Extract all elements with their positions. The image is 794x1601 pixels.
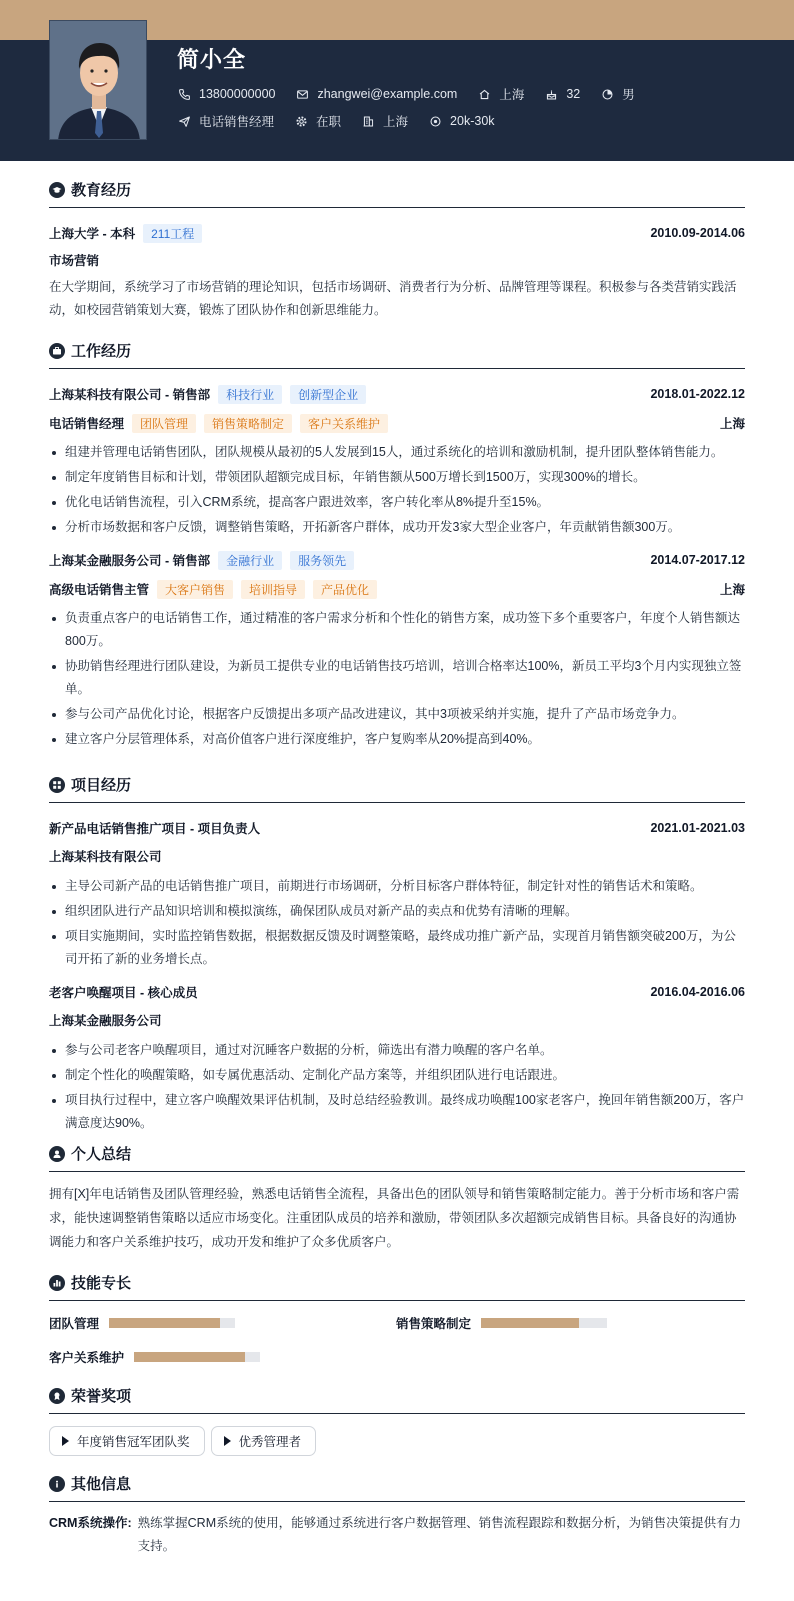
list-item: 优化电话销售流程，引入CRM系统，提高客户跟进效率，客户转化率从8%提升至15%。 xyxy=(49,491,745,514)
coin-icon xyxy=(428,114,442,128)
honors-title: 荣誉奖项 xyxy=(71,1388,132,1405)
phone-text: 13800000000 xyxy=(199,87,276,101)
skill-level-fill xyxy=(109,1318,220,1328)
summary-section xyxy=(49,1142,745,1254)
list-item: 项目实施期间，实时监控销售数据，根据数据反馈及时调整策略，最终成功推广新产品，实现首月销售额突破200万，为公司开拓了新的业务增长点。 xyxy=(49,925,745,971)
job-intent-row xyxy=(177,112,515,130)
target-city-item xyxy=(361,112,408,130)
mail-icon xyxy=(295,87,309,101)
company-tag: 创新型企业 xyxy=(290,385,366,404)
target-position-item xyxy=(177,112,274,130)
project-org: 上海某科技有限公司 xyxy=(49,850,162,864)
status-item xyxy=(294,112,341,130)
grid-icon xyxy=(49,777,65,793)
play-icon xyxy=(224,1436,231,1446)
location-item xyxy=(477,85,524,103)
bar-chart-icon xyxy=(49,1275,65,1291)
list-item: 组建并管理电话销售团队，团队规模从最初的5人发展到15人，通过系统化的培训和激励机制，提升团队整体销售能力。 xyxy=(49,441,745,464)
list-item: 建立客户分层管理体系，对高价值客户进行深度维护，客户复购率从20%提高到40%。 xyxy=(49,728,745,751)
home-icon xyxy=(477,87,491,101)
info-icon xyxy=(49,1476,65,1492)
email-item xyxy=(295,87,457,101)
age-item xyxy=(544,87,580,101)
award-label: 年度销售冠军团队奖 xyxy=(77,1435,190,1449)
education-date: 2010.09-2014.06 xyxy=(650,226,745,240)
school-name: 上海大学 - 本科 xyxy=(49,227,136,241)
list-item: 参与公司产品优化讨论，根据客户反馈提出多项产品改进建议，其中3项被采纳并实施，提升了产品市场竞争力。 xyxy=(49,703,745,726)
other-label: CRM系统操作: xyxy=(49,1516,132,1530)
other-title: 其他信息 xyxy=(71,1476,132,1493)
skill-level-bar xyxy=(109,1318,235,1328)
honors-header xyxy=(49,1384,745,1414)
list-item: 主导公司新产品的电话销售推广项目，前期进行市场调研，分析目标客户群体特征，制定针对性的销售话术和策略。 xyxy=(49,875,745,898)
skill-level-bar xyxy=(134,1352,260,1362)
cake-icon xyxy=(544,87,558,101)
project-org: 上海某金融服务公司 xyxy=(49,1014,162,1028)
summary-title: 个人总结 xyxy=(71,1146,132,1163)
company-tag: 科技行业 xyxy=(218,385,282,404)
list-item: 组织团队进行产品知识培训和模拟演练，确保团队成员对新产品的卖点和优势有清晰的理解。 xyxy=(49,900,745,923)
job-company: 上海某科技有限公司 - 销售部 xyxy=(49,388,211,402)
building-icon xyxy=(361,114,375,128)
project-2 xyxy=(49,981,745,1135)
role-tag: 大客户销售 xyxy=(157,580,233,599)
list-item: 分析市场数据和客户反馈，调整销售策略，开拓新客户群体，成功开发3家大型企业客户，年贡献销售额300万。 xyxy=(49,516,745,539)
project-row xyxy=(49,817,745,839)
work-title: 工作经历 xyxy=(71,343,132,360)
contact-row xyxy=(177,85,655,103)
award-badge xyxy=(49,1426,205,1456)
skills-section xyxy=(49,1271,745,1381)
skill-level-bar xyxy=(481,1318,607,1328)
job-date: 2014.07-2017.12 xyxy=(650,553,745,567)
job-date: 2018.01-2022.12 xyxy=(650,387,745,401)
education-row xyxy=(49,222,745,244)
education-section xyxy=(49,178,745,322)
job-company-row xyxy=(49,383,745,405)
skill-level-fill xyxy=(134,1352,245,1362)
other-row xyxy=(49,1512,745,1558)
role-tag: 培训指导 xyxy=(241,580,305,599)
project-row xyxy=(49,981,745,1003)
skill-name: 销售策略制定 xyxy=(396,1317,472,1331)
list-item: 协助销售经理进行团队建设，为新员工提供专业的电话销售技巧培训，培训合格率达100%，新员工平均3个月内实现独立签单。 xyxy=(49,655,745,701)
project-name: 老客户唤醒项目 - 核心成员 xyxy=(49,986,198,1000)
job-role: 高级电话销售主管 xyxy=(49,583,150,597)
project-bullets xyxy=(49,875,745,971)
job-role-row xyxy=(49,412,745,434)
skills-header xyxy=(49,1271,745,1301)
role-tag: 客户关系维护 xyxy=(300,414,388,433)
role-tag: 产品优化 xyxy=(313,580,377,599)
company-tag: 金融行业 xyxy=(218,551,282,570)
summary-header xyxy=(49,1142,745,1172)
role-tag: 销售策略制定 xyxy=(204,414,292,433)
list-item: 负责重点客户的电话销售工作，通过精准的客户需求分析和个性化的销售方案，成功签下多个重要客户，年度个人销售额达800万。 xyxy=(49,607,745,653)
job-location: 上海 xyxy=(719,417,745,431)
project-date: 2021.01-2021.03 xyxy=(650,821,745,835)
avatar xyxy=(49,20,147,140)
list-item: 项目执行过程中，建立客户唤醒效果评估机制，及时总结经验教训。最终成功唤醒100家老客户，挽回年销售额200万，客户满意度达90%。 xyxy=(49,1089,745,1135)
gear-icon xyxy=(294,114,308,128)
project-date: 2016.04-2016.06 xyxy=(650,985,745,999)
honors-section xyxy=(49,1384,745,1456)
school-tag: 211工程 xyxy=(143,224,202,243)
salary-text: 20k-30k xyxy=(450,114,495,128)
honors-list xyxy=(49,1426,745,1456)
candidate-name: 简小全 xyxy=(177,47,247,72)
education-title: 教育经历 xyxy=(71,182,132,199)
skill-item xyxy=(49,1348,260,1366)
salary-item xyxy=(428,114,494,128)
skill-item xyxy=(396,1314,607,1332)
skills-list xyxy=(49,1301,745,1381)
award-icon xyxy=(49,1388,65,1404)
major: 市场营销 xyxy=(49,254,100,268)
education-header xyxy=(49,178,745,208)
play-icon xyxy=(62,1436,69,1446)
phone-item xyxy=(177,87,275,101)
email-text: zhangwei@example.com xyxy=(317,87,458,101)
job-company: 上海某金融服务公司 - 销售部 xyxy=(49,554,211,568)
education-description: 在大学期间，系统学习了市场营销的理论知识，包括市场调研、消费者行为分析、品牌管理等课程。积极参与各类营销实践活动，如校园营销策划大赛，锻炼了团队协作和创新思维能力。 xyxy=(49,280,737,317)
gender-icon xyxy=(600,87,614,101)
projects-section xyxy=(49,773,745,1137)
work-header xyxy=(49,339,745,369)
list-item: 制定年度销售目标和计划，带领团队超额完成目标，年销售额从500万增长到1500万，实现300%的增长。 xyxy=(49,466,745,489)
skill-name: 客户关系维护 xyxy=(49,1351,125,1365)
list-item: 制定个性化的唤醒策略，如专属优惠活动、定制化产品方案等，并组织团队进行电话跟进。 xyxy=(49,1064,745,1087)
projects-title: 项目经历 xyxy=(71,777,132,794)
job-role-row xyxy=(49,578,745,600)
project-name: 新产品电话销售推广项目 - 项目负责人 xyxy=(49,822,261,836)
job-role: 电话销售经理 xyxy=(49,417,125,431)
company-tag: 服务领先 xyxy=(290,551,354,570)
skills-title: 技能专长 xyxy=(71,1275,132,1292)
job-bullets xyxy=(49,441,745,539)
status-text: 在职 xyxy=(316,115,342,129)
phone-icon xyxy=(177,87,191,101)
location-text: 上海 xyxy=(499,88,525,102)
work-section xyxy=(49,339,745,753)
skill-item xyxy=(49,1314,235,1332)
job-2 xyxy=(49,549,745,751)
job-location: 上海 xyxy=(719,583,745,597)
list-item: 参与公司老客户唤醒项目，通过对沉睡客户数据的分析，筛选出有潜力唤醒的客户名单。 xyxy=(49,1039,745,1062)
projects-header xyxy=(49,773,745,803)
other-text: 熟练掌握CRM系统的使用，能够通过系统进行客户数据管理、销售流程跟踪和数据分析，为销售决策提供有力支持。 xyxy=(137,1516,742,1553)
user-icon xyxy=(49,1146,65,1162)
role-tag: 团队管理 xyxy=(132,414,196,433)
send-icon xyxy=(177,114,191,128)
award-badge xyxy=(211,1426,317,1456)
summary-text: 拥有[X]年电话销售及团队管理经验，熟悉电话销售全流程，具备出色的团队领导和销售策略制定能力。善于分析市场和客户需求，能快速调整销售策略以适应市场变化。注重团队成员的培养和激励，带领团队多次超额完成销售目标。具备良好的沟通协调能力和客户关系维护技巧，成功开发和维护了众多优质客户。 xyxy=(49,1187,740,1249)
other-header xyxy=(49,1472,745,1502)
target-position-text: 电话销售经理 xyxy=(199,115,275,129)
skill-name: 团队管理 xyxy=(49,1317,100,1331)
job-bullets xyxy=(49,607,745,751)
briefcase-icon xyxy=(49,343,65,359)
age-text: 32 xyxy=(566,87,581,101)
job-1 xyxy=(49,383,745,539)
target-city-text: 上海 xyxy=(383,115,409,129)
project-bullets xyxy=(49,1039,745,1135)
other-section xyxy=(49,1472,745,1558)
gender-item xyxy=(600,85,635,103)
graduation-cap-icon xyxy=(49,182,65,198)
project-1 xyxy=(49,817,745,971)
job-company-row xyxy=(49,549,745,571)
award-label: 优秀管理者 xyxy=(238,1435,302,1449)
skill-level-fill xyxy=(481,1318,579,1328)
gender-text: 男 xyxy=(622,88,635,102)
